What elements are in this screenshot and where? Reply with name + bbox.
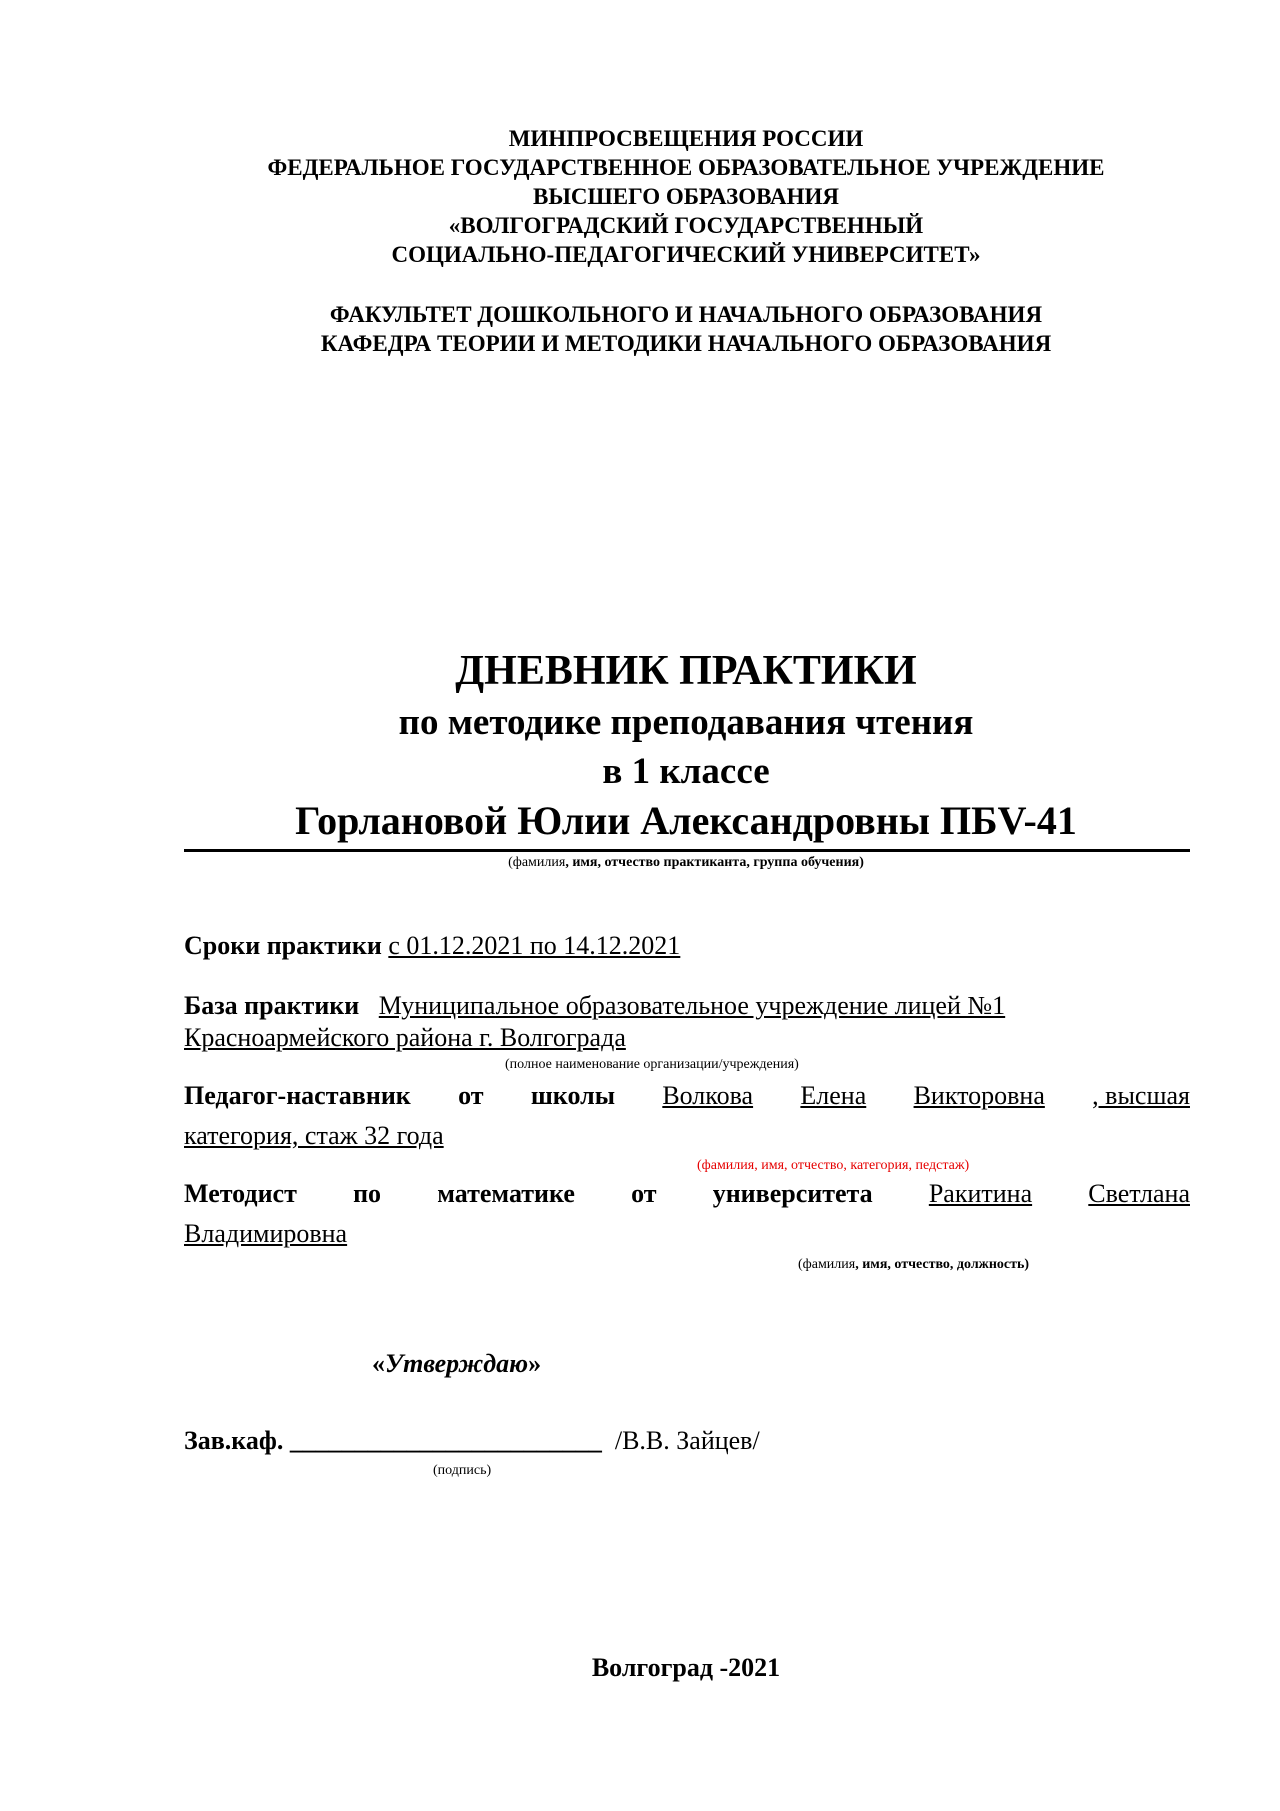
document-subtitle-class: в 1 классе [602,751,770,792]
base-value-line2: Красноармейского района г. Волгограда [184,1023,626,1052]
base-value: Муниципальное образовательное учреждение лицей №1 [378,991,1006,1020]
header-line: ВЫСШЕГО ОБРАЗОВАНИЯ [533,184,839,209]
department-name: КАФЕДРА ТЕОРИИ И МЕТОДИКИ НАЧАЛЬНОГО ОБРАЗОВАНИЯ [320,331,1052,356]
mentor-note: (фамилия, имя, отчество, категория, педстаж) [697,1158,970,1173]
methodist-label-word: университета [712,1179,873,1208]
mentor-value-word: , высшая [1092,1081,1190,1110]
methodist-value-word: Ракитина [928,1179,1033,1208]
base-label: База практики [184,991,360,1020]
mentor-value-word: Викторовна [913,1081,1045,1110]
period-label: Сроки практики [184,931,382,960]
header-line: СОЦИАЛЬНО-ПЕДАГОГИЧЕСКИЙ УНИВЕРСИТЕТ» [391,242,981,267]
signature-note: (подпись) [433,1463,492,1478]
header-line: «ВОЛГОГРАДСКИЙ ГОСУДАРСТВЕННЫЙ [448,213,924,238]
head-signature-line [184,1425,760,1457]
mentor-label-word: школы [530,1081,615,1110]
mentor-value-line2: категория, стаж 32 года [184,1121,444,1150]
methodist-note-part: , имя, отчество, должность) [855,1257,1030,1272]
approval-word: Утверждаю [385,1349,529,1378]
document-title: ДНЕВНИК ПРАКТИКИ [455,648,917,694]
period-value: с 01.12.2021 по 14.12.2021 [388,931,681,960]
mentor-label-word: от [458,1081,484,1110]
practice-base [184,990,1005,1022]
approval-quote: « [372,1349,385,1378]
faculty-name: ФАКУЛЬТЕТ ДОШКОЛЬНОГО И НАЧАЛЬНОГО ОБРАЗОВАНИЯ [329,302,1043,327]
approval-heading [372,1348,541,1380]
student-note-part: (фамилия [508,855,566,870]
mentor-value-word: Елена [800,1081,867,1110]
document-subtitle: по методике преподавания чтения [398,702,974,743]
signature-blank: ________________________ [289,1426,602,1455]
approval-quote: » [528,1349,542,1378]
student-note [0,854,1280,872]
practice-period [184,930,680,962]
mentor-line [184,1080,1190,1112]
head-label: Зав.каф. [184,1426,284,1455]
city-year: Волгоград -2021 [591,1653,781,1682]
mentor-value-word: Волкова [662,1081,754,1110]
methodist-label-word: от [631,1179,657,1208]
methodist-label-word: по [353,1179,382,1208]
methodist-value-line2: Владимировна [184,1219,348,1248]
methodist-value-word: Светлана [1088,1179,1190,1208]
base-note: (полное наименование организации/учреждения) [505,1057,799,1072]
methodist-note [798,1256,1029,1274]
methodist-line [184,1178,1190,1210]
institution-header [0,124,1280,358]
methodist-label-word: математике [437,1179,575,1208]
student-note-part: , имя, отчество практиканта, группа обучения) [565,855,864,870]
head-name: /В.В. Зайцев/ [614,1426,760,1455]
mentor-label-word: Педагог-наставник [184,1081,411,1110]
header-line: ФЕДЕРАЛЬНОЕ ГОСУДАРСТВЕННОЕ ОБРАЗОВАТЕЛЬНОЕ УЧРЕЖДЕНИЕ [267,155,1105,180]
header-line: МИНПРОСВЕЩЕНИЯ РОССИИ [508,126,864,151]
methodist-label-word: Методист [184,1179,297,1208]
methodist-note-part: (фамилия [798,1257,856,1272]
student-name: Горлановой Юлии Александровны ПБV-41 [295,798,1077,843]
student-underline [184,849,1190,852]
